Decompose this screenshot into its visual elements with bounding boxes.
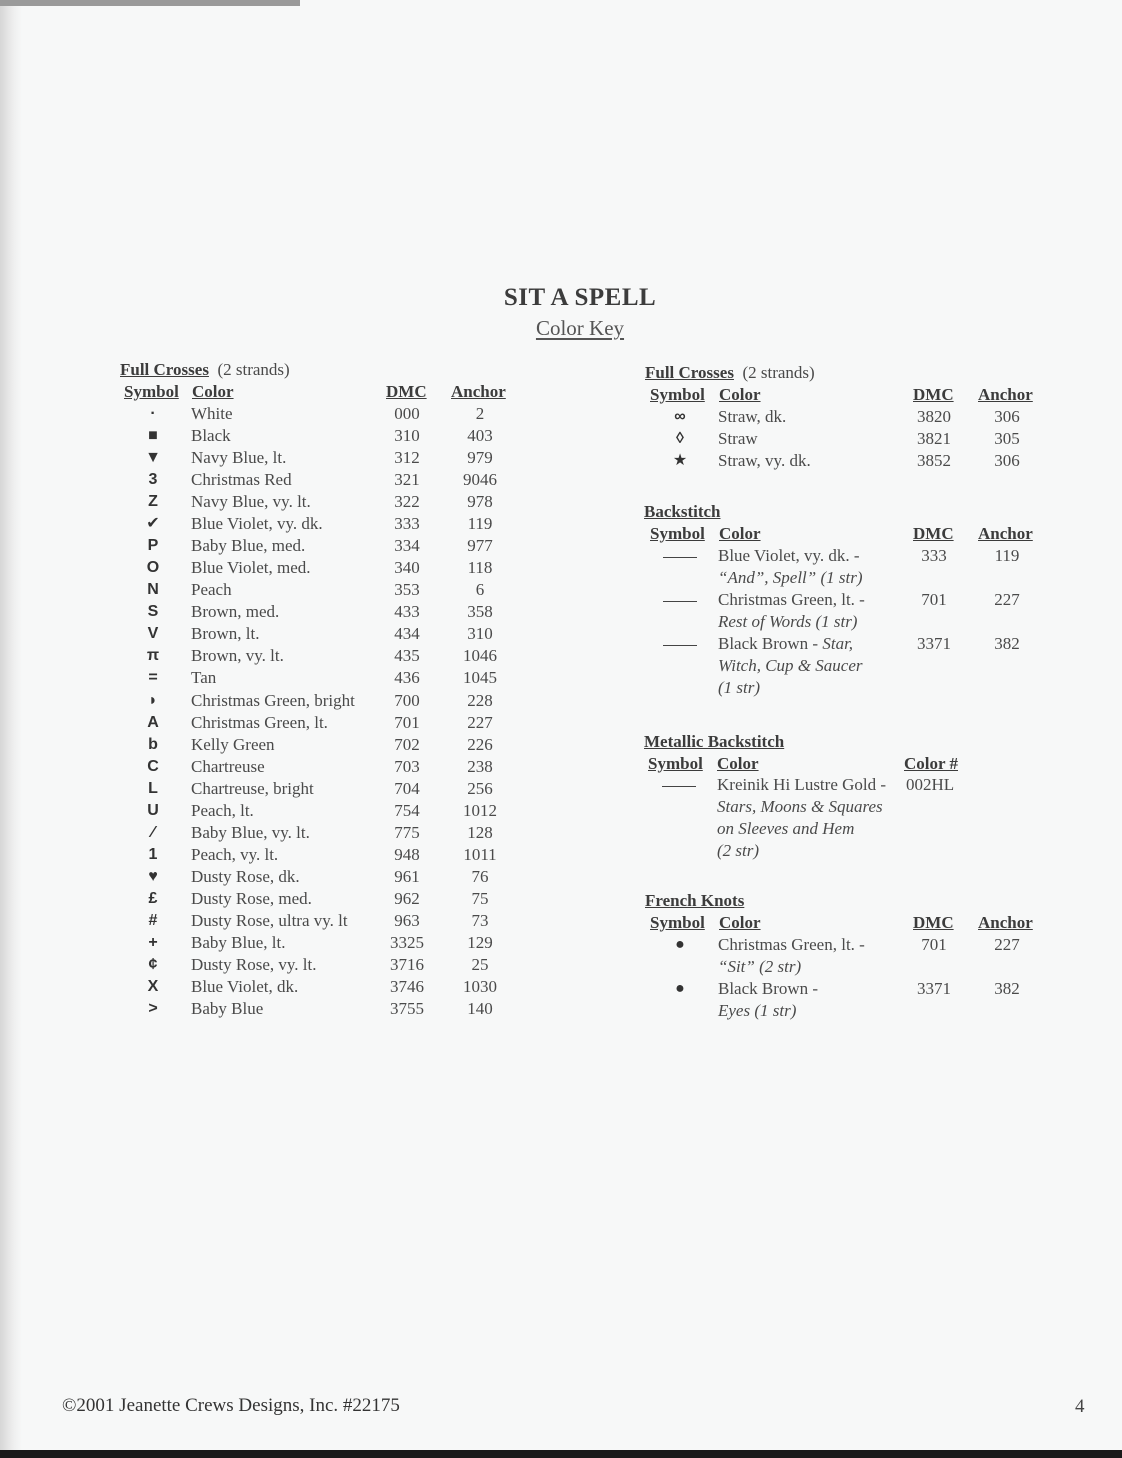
french-col-dmc: DMC [913, 913, 954, 932]
color-name: Dusty Rose, vy. lt. [191, 955, 317, 974]
anchor-number: 128 [467, 822, 493, 842]
backstitch-row-detail [0, 677, 1100, 699]
color-name: Navy Blue, vy. lt. [191, 492, 311, 512]
color-name: Chartreuse [191, 756, 265, 776]
color-name: Baby Blue, lt. [191, 932, 286, 952]
dmc-number: 3852 [917, 451, 951, 470]
dmc-number: 3755 [390, 999, 424, 1019]
anchor-number: 227 [467, 712, 493, 732]
dmc-number: 3746 [390, 977, 424, 997]
left-col-anchor: Anchor [451, 382, 506, 401]
left-section-heading: Full Crosses (2 strands) [120, 360, 290, 379]
page-top-edge [0, 0, 300, 6]
dmc-number: 321 [394, 470, 420, 490]
anchor-number: 306 [994, 451, 1020, 470]
dmc-number: 3716 [390, 955, 424, 974]
color-key-row [0, 469, 1100, 491]
stitch-symbol-icon: ★ [672, 452, 688, 469]
stitch-symbol-icon: O [146, 559, 160, 577]
stitch-symbol-icon: · [150, 405, 156, 422]
anchor-number: 9046 [463, 470, 497, 490]
color-name: Christmas Red [191, 470, 292, 490]
color-name: Peach [191, 580, 232, 600]
stitch-symbol-icon: ¢ [148, 956, 158, 973]
backstitch-line-icon [663, 545, 697, 567]
backstitch-line-icon [663, 633, 697, 655]
dmc-number: 775 [394, 822, 420, 842]
color-name: Chartreuse, bright [191, 778, 314, 798]
anchor-number: 1030 [463, 977, 497, 997]
anchor-number: 129 [467, 932, 493, 952]
anchor-number: 25 [471, 955, 489, 974]
stitch-symbol-icon: ■ [148, 427, 158, 445]
french-knot-detail: Eyes (1 str) [718, 1001, 797, 1020]
stitch-symbol-icon: V [147, 625, 159, 643]
color-name: Blue Violet, med. [191, 558, 311, 578]
metallic-col-colornum: Color # [904, 754, 958, 773]
color-name: Baby Blue [191, 999, 264, 1019]
stitch-symbol-icon: b [148, 735, 158, 753]
page-bottom-edge [0, 1450, 1122, 1458]
backstitch-col-dmc: DMC [913, 524, 954, 543]
backstitch-row [0, 545, 1100, 567]
color-name: Tan [191, 668, 217, 688]
backstitch-row-detail [0, 611, 1100, 633]
stitch-symbol-icon: C [147, 757, 159, 775]
backstitch-row-detail [0, 655, 1100, 677]
color-name: Christmas Green, lt. [191, 712, 328, 732]
color-key-row [0, 866, 1100, 888]
backstitch-anchor: 382 [994, 634, 1020, 653]
color-name: Navy Blue, lt. [191, 448, 287, 468]
metallic-heading: Metallic Backstitch [644, 732, 785, 751]
anchor-number: 76 [471, 866, 489, 886]
color-name: Christmas Green, bright [191, 690, 355, 710]
stitch-symbol-icon: Z [148, 493, 158, 511]
stitch-symbol-icon: P [147, 537, 159, 555]
left-col-color: Color [192, 382, 234, 401]
metallic-row-detail [0, 796, 1100, 818]
right-col-color: Color [719, 385, 761, 404]
color-name: Baby Blue, vy. lt. [191, 822, 310, 842]
color-name: Brown, lt. [191, 624, 260, 644]
dmc-number: 353 [394, 580, 420, 600]
dmc-number: 312 [394, 448, 420, 468]
metallic-detail: on Sleeves and Hem [717, 819, 855, 838]
french-knots-heading: French Knots [645, 891, 745, 910]
color-name: Peach, lt. [191, 800, 254, 820]
metallic-row-detail [0, 840, 1100, 862]
stitch-symbol-icon: X [147, 978, 159, 996]
dmc-number: 3821 [917, 429, 951, 448]
french-knot-color: Black Brown - [718, 979, 819, 998]
backstitch-anchor: 119 [994, 546, 1020, 565]
french-knot-anchor: 382 [994, 979, 1020, 998]
backstitch-color: Christmas Green, lt. - [718, 590, 865, 609]
backstitch-color: Black Brown - Star, [718, 634, 854, 653]
french-knot-dot-icon: ● [675, 980, 685, 997]
right-col-symbol: Symbol [650, 385, 705, 404]
page-subtitle: Color Key [535, 316, 625, 340]
color-name: White [191, 404, 233, 423]
metallic-color: Kreinik Hi Lustre Gold - [717, 775, 887, 794]
backstitch-heading: Backstitch [644, 502, 721, 521]
stitch-symbol-icon: 1 [148, 845, 158, 863]
stitch-symbol-icon: N [147, 581, 159, 599]
anchor-number: 1045 [463, 668, 497, 688]
backstitch-row [0, 633, 1100, 655]
backstitch-dmc: 701 [921, 590, 947, 609]
color-name: Black [191, 426, 231, 446]
french-col-color: Color [719, 913, 761, 932]
color-key-row [0, 406, 1100, 428]
french-knot-anchor: 227 [994, 935, 1020, 954]
anchor-number: 73 [471, 910, 489, 930]
stitch-symbol-icon: ▼ [145, 449, 161, 467]
dmc-number: 961 [394, 866, 420, 886]
color-name: Dusty Rose, dk. [191, 866, 300, 886]
backstitch-line-icon [663, 589, 697, 611]
stitch-symbol-icon: U [147, 801, 159, 819]
french-knot-dot-icon: ● [675, 936, 685, 953]
dmc-number: 334 [394, 536, 420, 556]
copyright-footer: ©2001 Jeanette Crews Designs, Inc. #22175 [62, 1395, 400, 1416]
dmc-number: 703 [394, 756, 420, 776]
dmc-number: 700 [394, 690, 420, 710]
french-col-symbol: Symbol [650, 913, 705, 932]
color-name: Dusty Rose, ultra vy. lt [191, 910, 348, 930]
backstitch-dmc: 333 [921, 546, 947, 565]
anchor-number: 1046 [463, 646, 497, 666]
metallic-detail: (2 str) [717, 841, 760, 860]
anchor-number: 1012 [463, 800, 497, 820]
left-col-dmc: DMC [386, 382, 427, 401]
dmc-number: 704 [394, 778, 420, 798]
stitch-symbol-icon: + [148, 933, 158, 951]
anchor-number: 6 [475, 580, 485, 600]
stitch-symbol-icon: ♥ [148, 867, 158, 885]
dmc-number: 3820 [917, 407, 951, 426]
backstitch-detail: Rest of Words (1 str) [718, 612, 858, 631]
french-knot-dmc: 701 [921, 935, 947, 954]
right-section-heading: Full Crosses (2 strands) [645, 363, 815, 382]
backstitch-color: Blue Violet, vy. dk. - [718, 546, 860, 565]
dmc-number: 948 [394, 844, 420, 864]
anchor-number: 75 [471, 888, 489, 908]
metallic-col-color: Color [717, 754, 759, 773]
stitch-symbol-icon: π [146, 647, 160, 665]
metallic-col-symbol: Symbol [648, 754, 703, 773]
anchor-number: 306 [994, 407, 1020, 426]
color-key-row [0, 734, 1100, 756]
french-knot-row [0, 934, 1100, 956]
anchor-number: 140 [467, 999, 493, 1019]
anchor-number: 305 [994, 429, 1020, 448]
french-knot-row-detail [0, 1000, 1100, 1022]
french-knot-row-detail [0, 956, 1100, 978]
anchor-number: 1011 [463, 844, 497, 864]
right-col-dmc: DMC [913, 385, 954, 404]
stitch-symbol-icon: > [148, 1000, 158, 1018]
backstitch-anchor: 227 [994, 590, 1020, 609]
anchor-number: 118 [467, 558, 493, 578]
anchor-number: 403 [467, 426, 493, 446]
stitch-symbol-icon: S [147, 603, 159, 621]
color-name: Brown, med. [191, 602, 280, 622]
stitch-symbol-icon: ◗ [148, 691, 158, 709]
color-name: Straw, vy. dk. [718, 451, 811, 470]
color-key-row [0, 428, 1100, 450]
backstitch-detail: (1 str) [718, 678, 761, 697]
left-col-symbol: Symbol [124, 382, 179, 401]
stitch-symbol-icon: 3 [148, 471, 158, 489]
dmc-number: 435 [394, 646, 420, 666]
color-name: Blue Violet, vy. dk. [191, 514, 323, 534]
anchor-number: 256 [467, 778, 493, 798]
dmc-number: 310 [394, 426, 420, 446]
color-name: Dusty Rose, med. [191, 888, 312, 908]
color-name: Blue Violet, dk. [191, 977, 299, 997]
stitch-symbol-icon: A [147, 713, 159, 731]
backstitch-row-detail [0, 567, 1100, 589]
dmc-number: 436 [394, 668, 420, 688]
french-knot-color: Christmas Green, lt. - [718, 935, 865, 954]
dmc-number: 322 [394, 492, 420, 512]
backstitch-detail: Witch, Cup & Saucer [718, 656, 863, 675]
color-name: Brown, vy. lt. [191, 646, 284, 666]
dmc-number: 3325 [390, 932, 424, 952]
dmc-number: 701 [394, 712, 420, 732]
backstitch-col-anchor: Anchor [978, 524, 1033, 543]
stitch-symbol-icon: # [148, 911, 158, 929]
metallic-detail: Stars, Moons & Squares [717, 797, 883, 816]
anchor-number: 977 [467, 536, 493, 556]
color-key-row [0, 491, 1100, 513]
french-col-anchor: Anchor [978, 913, 1033, 932]
metallic-line-icon [662, 774, 696, 796]
french-knot-dmc: 3371 [917, 979, 951, 998]
dmc-number: 434 [394, 624, 420, 644]
metallic-row-detail [0, 818, 1100, 840]
stitch-symbol-icon: ✔ [146, 515, 160, 533]
stitch-symbol-icon: ◊ [676, 430, 684, 447]
color-name: Straw, dk. [718, 407, 787, 426]
dmc-number: 754 [394, 800, 420, 820]
color-name: Peach, vy. lt. [191, 844, 279, 864]
backstitch-col-color: Color [719, 524, 761, 543]
anchor-number: 119 [467, 514, 493, 534]
color-key-row [0, 450, 1100, 472]
stitch-symbol-icon: L [148, 779, 158, 797]
dmc-number: 000 [394, 404, 420, 423]
anchor-number: 2 [475, 404, 485, 423]
dmc-number: 962 [394, 888, 420, 908]
dmc-number: 333 [394, 514, 420, 534]
anchor-number: 310 [467, 624, 493, 644]
right-col-anchor: Anchor [978, 385, 1033, 404]
color-name: Kelly Green [191, 734, 275, 754]
metallic-colornum: 002HL [906, 775, 955, 794]
page-title: SIT A SPELL [503, 284, 657, 311]
anchor-number: 979 [467, 448, 493, 468]
dmc-number: 963 [394, 910, 420, 930]
dmc-number: 702 [394, 734, 420, 754]
page-number: 4 [1075, 1396, 1085, 1417]
color-key-row [0, 712, 1100, 734]
anchor-number: 238 [467, 756, 493, 776]
backstitch-detail: “And”, Spell” (1 str) [718, 568, 863, 587]
dmc-number: 433 [394, 602, 420, 622]
backstitch-col-symbol: Symbol [650, 524, 705, 543]
stitch-symbol-icon: £ [148, 889, 158, 907]
metallic-row [0, 774, 1100, 796]
anchor-number: 228 [467, 690, 493, 710]
backstitch-row [0, 589, 1100, 611]
anchor-number: 358 [467, 602, 493, 622]
stitch-symbol-icon: ⁄ [151, 823, 155, 841]
color-name: Baby Blue, med. [191, 536, 306, 556]
backstitch-dmc: 3371 [917, 634, 951, 653]
stitch-symbol-icon: = [148, 669, 158, 687]
dmc-number: 340 [394, 558, 420, 578]
color-name: Straw [718, 429, 758, 448]
anchor-number: 226 [467, 734, 493, 754]
stitch-symbol-icon: ∞ [674, 408, 686, 425]
color-key-row [0, 888, 1100, 910]
french-knot-row [0, 978, 1100, 1000]
french-knot-detail: “Sit” (2 str) [718, 957, 802, 976]
anchor-number: 978 [467, 492, 493, 512]
